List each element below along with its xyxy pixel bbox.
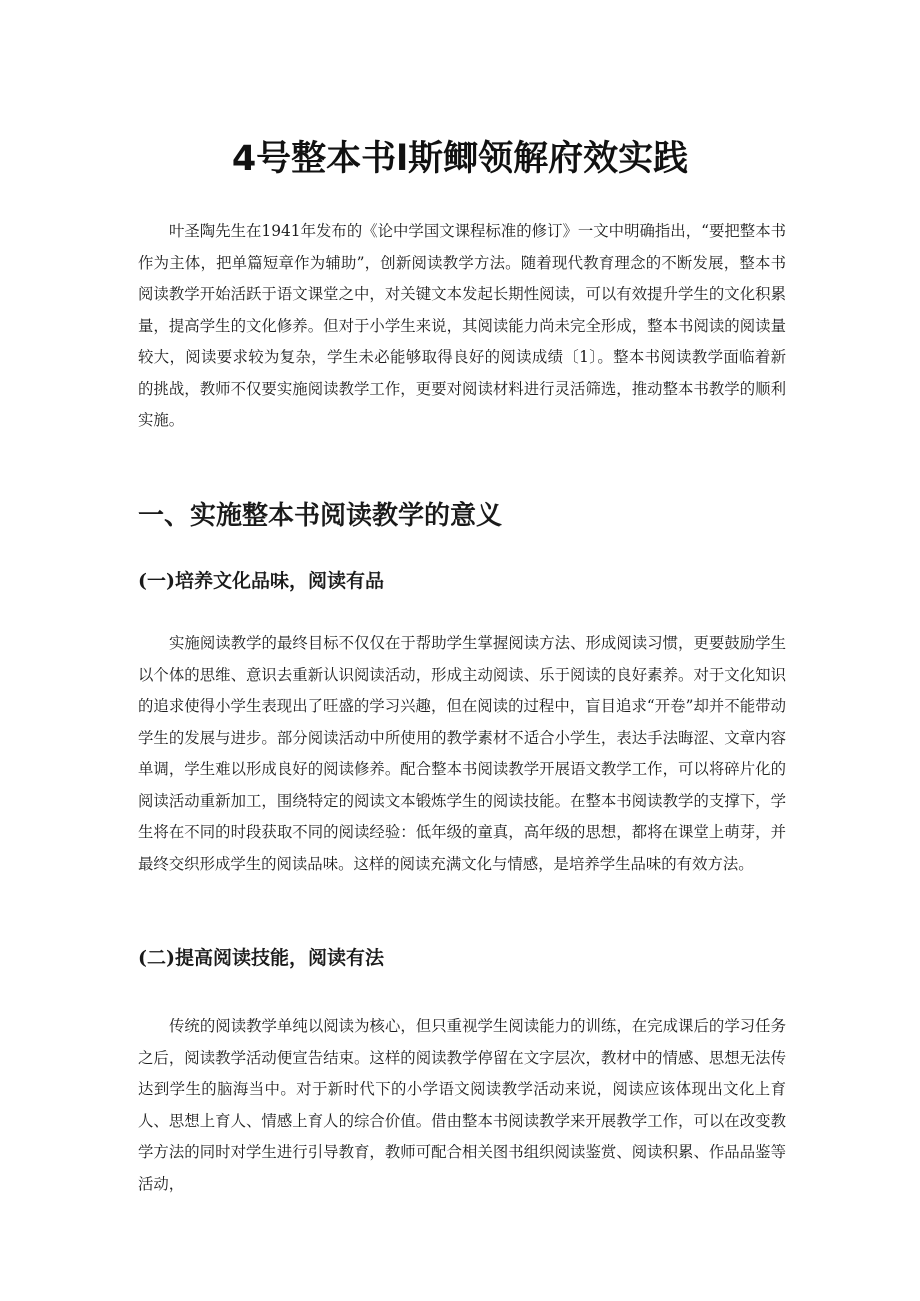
- document-title: 4号整本书l斯鲫领解府效实践: [231, 139, 689, 179]
- section-heading-1: 一、实施整本书阅读教学的意义: [138, 501, 503, 531]
- subsection-heading-1: (一)培养文化品味，阅读有品: [138, 570, 384, 592]
- intro-paragraph: 叶圣陶先生在1941年发布的《论中学国文课程标准的修订》一文中明确指出，“要把整本书作为主体，把单篇短章作为辅助”，创新阅读教学方法。随着现代教育理念的不断发展，整本书阅读教学开始活跃于语文课堂之中，对关键文本发起长期性阅读，可以有效提升学生的文化积累量，提高学生的文化修养。但对于小学生来说，其阅读能力尚未完全形成，整本书阅读的阅读量较大，阅读要求较为复杂，学生未必能够取得良好的阅读成绩〔1〕。整本书阅读教学面临着新的挑战，教师不仅要实施阅读教学工作，更要对阅读材料进行灵活筛选，推动整本书教学的顺利实施。: [138, 222, 786, 429]
- subsection-heading-2: (二)提高阅读技能，阅读有法: [138, 947, 384, 969]
- subsection-2-paragraph: 传统的阅读教学单纯以阅读为核心，但只重视学生阅读能力的训练，在完成课后的学习任务之后，阅读教学活动便宣告结束。这样的阅读教学停留在文字层次，教材中的情感、思想无法传达到学生的脑海当中。对于新时代下的小学语文阅读教学活动来说，阅读应该体现出文化上育人、思想上育人、情感上育人的综合价值。借由整本书阅读教学来开展教学工作，可以在改变教学方法的同时对学生进行引导教育，教师可配合相关图书组织阅读鉴赏、阅读积累、作品品鉴等活动，: [138, 1017, 786, 1193]
- subsection-1-paragraph: 实施阅读教学的最终目标不仅仅在于帮助学生掌握阅读方法、形成阅读习惯，更要鼓励学生以个体的思维、意识去重新认识阅读活动，形成主动阅读、乐于阅读的良好素养。对于文化知识的追求使得小学生表现出了旺盛的学习兴趣，但在阅读的过程中，盲目追求“开卷”却并不能带动学生的发展与进步。部分阅读活动中所使用的教学素材不适合小学生，表达手法晦涩、文章内容单调，学生难以形成良好的阅读修养。配合整本书阅读教学开展语文教学工作，可以将碎片化的阅读活动重新加工，围绕特定的阅读文本锻炼学生的阅读技能。在整本书阅读教学的支撑下，学生将在不同的时段获取不同的阅读经验：低年级的童真，高年级的思想，都将在课堂上萌芽，并最终交织形成学生的阅读品味。这样的阅读充满文化与情感，是培养学生品味的有效方法。: [138, 634, 786, 873]
